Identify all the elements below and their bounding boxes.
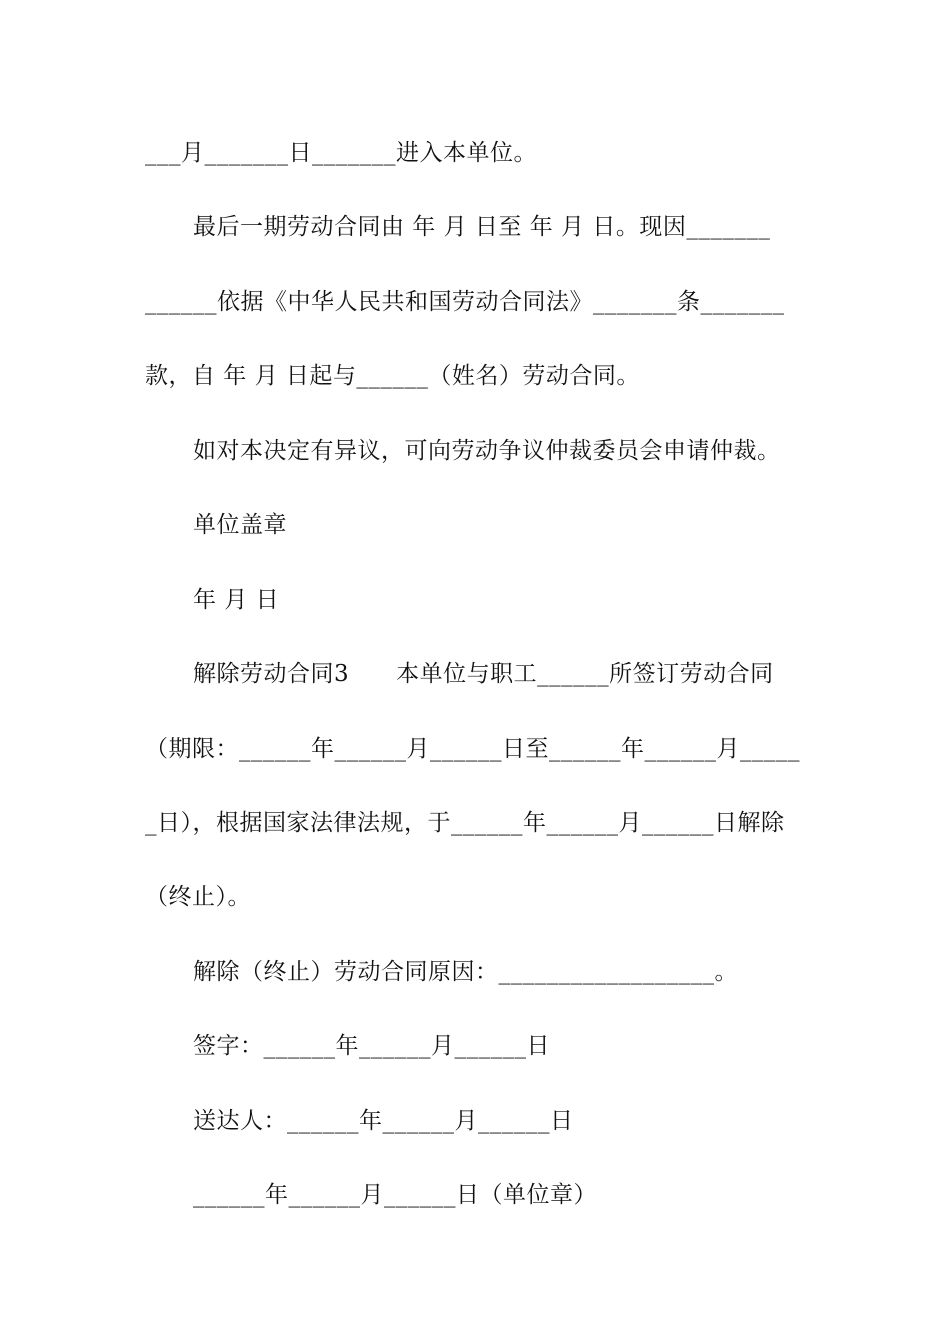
text-line-arbitration: 如对本决定有异议，可向劳动争议仲裁委员会申请仲裁。: [193, 438, 781, 464]
text-line-delivery-person: 送达人：______年______月______日: [193, 1108, 574, 1134]
text-line-signature: 签字：______年______月______日: [193, 1033, 550, 1059]
text-line-terminate-paren: （终止）。: [145, 884, 251, 910]
text-line-legal-basis: ______依据《中华人民共和国劳动合同法》_______条_______: [145, 289, 785, 315]
text-line-unit-seal: 单位盖章: [193, 512, 287, 538]
text-line-termination-date: 款，自 年 月 日起与______（姓名）劳动合同。: [145, 363, 640, 389]
text-line-reason: 解除（终止）劳动合同原因：__________________。: [193, 959, 738, 985]
text-line-termination-by-law: _日），根据国家法律法规，于______年______月______日解除: [145, 810, 785, 836]
text-line-date: 年 月 日: [193, 587, 280, 613]
text-line-entry-date: ___月_______日_______进入本单位。: [145, 140, 537, 166]
text-line-section-3-heading: 解除劳动合同3 本单位与职工______所签订劳动合同: [193, 661, 774, 687]
text-line-term-period: （期限：______年______月______日至______年______月_____: [145, 736, 800, 762]
text-line-unit-stamp-date: ______年______月______日（单位章）: [193, 1182, 597, 1208]
text-line-last-contract: 最后一期劳动合同由 年 月 日至 年 月 日。现因_______: [193, 214, 771, 240]
